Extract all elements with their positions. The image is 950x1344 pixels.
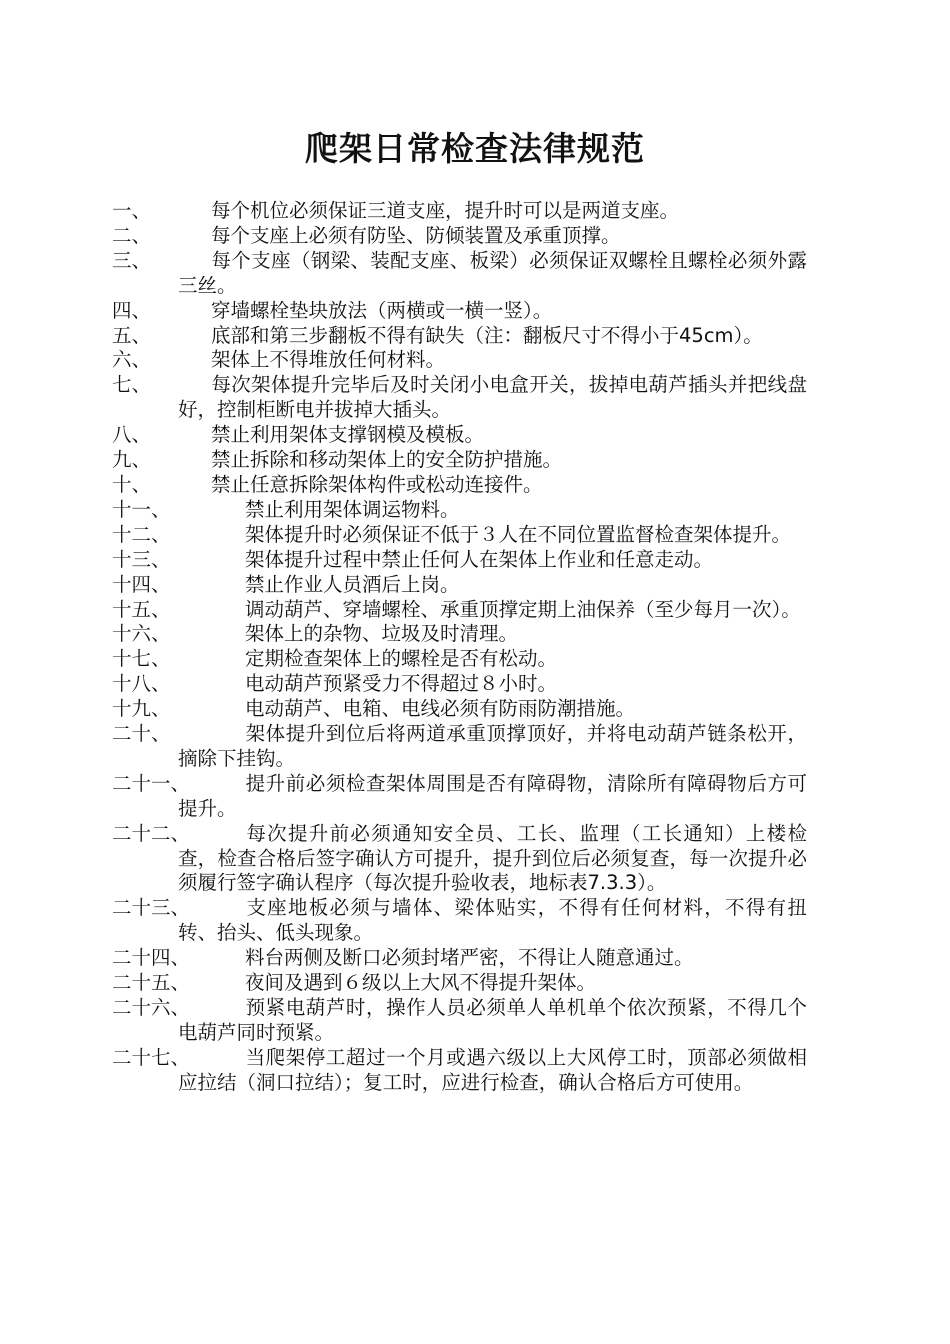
rule-text: 每次提升前必须通知安全员、工长、监理（工长通知）上楼检查，检查合格后签字确认方可提升，提升到位后必须复查，每一次提升必须履行签字确认程序（每次提升验收表，地标表7.3.3）。 bbox=[178, 821, 807, 895]
rule-text: 禁止利用架体支撑钢模及模板。 bbox=[211, 423, 485, 447]
rule-item bbox=[112, 199, 807, 224]
rule-number: 一、 bbox=[112, 199, 152, 222]
rule-number: 四、 bbox=[112, 298, 152, 322]
rule-text: 夜间及遇到６级以上大风不得提升架体。 bbox=[245, 971, 597, 995]
rule-text: 禁止任意拆除架体构件或松动连接件。 bbox=[211, 472, 543, 496]
rule-number: 十五、 bbox=[112, 597, 171, 621]
rule-text: 电动葫芦预紧受力不得超过８小时。 bbox=[245, 672, 558, 696]
rule-number: 五、 bbox=[112, 323, 152, 347]
rule-item bbox=[112, 597, 807, 623]
rule-item bbox=[112, 423, 807, 448]
rule-item bbox=[112, 298, 807, 324]
rule-item bbox=[112, 472, 807, 498]
rule-text: 定期检查架体上的螺栓是否有松动。 bbox=[245, 647, 558, 671]
rule-text: 架体上不得堆放任何材料。 bbox=[211, 348, 446, 372]
rule-number: 十八、 bbox=[112, 672, 171, 696]
rule-item bbox=[112, 373, 807, 423]
rule-text: 电动葫芦、电箱、电线必须有防雨防潮措施。 bbox=[245, 697, 636, 721]
rule-number: 二十七、 bbox=[112, 1045, 191, 1069]
rule-number: 八、 bbox=[112, 423, 152, 447]
rule-number: 十七、 bbox=[112, 647, 171, 671]
rule-text: 禁止拆除和移动架体上的安全防护措施。 bbox=[211, 448, 563, 472]
rule-number: 二十四、 bbox=[112, 946, 191, 970]
rule-number: 二十六、 bbox=[112, 996, 191, 1019]
rule-text: 料台两侧及断口必须封堵严密，不得让人随意通过。 bbox=[245, 946, 694, 970]
rule-number: 二十三、 bbox=[112, 896, 191, 920]
rule-item bbox=[112, 1045, 807, 1096]
rule-item bbox=[112, 647, 807, 672]
rule-number: 二十二、 bbox=[112, 821, 191, 845]
rule-text: 架体上的杂物、垃圾及时清理。 bbox=[245, 622, 519, 646]
rule-text: 每个支座上必须有防坠、防倾装置及承重顶撑。 bbox=[211, 223, 621, 247]
rule-text: 提升前必须检查架体周围是否有障碍物，清除所有障碍物后方可提升。 bbox=[178, 771, 807, 820]
rule-number: 十六、 bbox=[112, 622, 171, 646]
rule-item bbox=[112, 348, 807, 373]
rule-text: 预紧电葫芦时，操作人员必须单人单机单个依次预紧，不得几个电葫芦同时预紧。 bbox=[178, 996, 807, 1044]
rule-text: 架体提升到位后将两道承重顶撑顶好，并将电动葫芦链条松开，摘除下挂钩。 bbox=[178, 722, 807, 770]
rule-number: 十、 bbox=[112, 472, 152, 496]
rule-item bbox=[112, 771, 807, 822]
rule-text: 每个支座（钢梁、装配支座、板梁）必须保证双螺栓且螺栓必须外露三丝。 bbox=[178, 248, 807, 297]
rule-item bbox=[112, 448, 807, 473]
rule-text: 每次架体提升完毕后及时关闭小电盒开关，拔掉电葫芦插头并把线盘好，控制柜断电并拔掉大插头。 bbox=[178, 373, 807, 422]
rule-item bbox=[112, 722, 807, 772]
rule-number: 十三、 bbox=[112, 547, 171, 571]
rule-item bbox=[112, 522, 807, 548]
rule-number: 七、 bbox=[112, 373, 152, 397]
rule-item bbox=[112, 697, 807, 722]
rule-number: 二十一、 bbox=[112, 771, 191, 795]
rule-text: 当爬架停工超过一个月或遇六级以上大风停工时，顶部必须做相应拉结（洞口拉结）；复工时，应进行检查，确认合格后方可使用。 bbox=[178, 1045, 807, 1094]
rule-item bbox=[112, 672, 807, 697]
rule-item bbox=[112, 572, 807, 598]
rules-list bbox=[112, 199, 807, 1096]
rule-text: 底部和第三步翻板不得有缺失（注：翻板尺寸不得小于45cm）。 bbox=[211, 323, 763, 347]
rule-number: 九、 bbox=[112, 448, 152, 472]
rule-number: 十四、 bbox=[112, 572, 171, 596]
rule-text: 穿墙螺栓垫块放法（两横或一横一竖）。 bbox=[211, 298, 553, 322]
rule-number: 六、 bbox=[112, 348, 152, 372]
rule-item bbox=[112, 821, 807, 897]
rule-text: 每个机位必须保证三道支座，提升时可以是两道支座。 bbox=[211, 199, 680, 222]
rule-item bbox=[112, 223, 807, 249]
rule-item bbox=[112, 248, 807, 299]
rule-item bbox=[112, 971, 807, 996]
rule-item bbox=[112, 946, 807, 971]
rule-item bbox=[112, 622, 807, 647]
rule-number: 二十五、 bbox=[112, 971, 191, 995]
rule-item bbox=[112, 497, 807, 523]
rule-number: 十九、 bbox=[112, 697, 171, 721]
rule-text: 架体提升时必须保证不低于３人在不同位置监督检查架体提升。 bbox=[245, 522, 792, 546]
document-title: 爬架日常检查法律规范 bbox=[305, 129, 645, 168]
rule-item bbox=[112, 323, 807, 349]
rule-text: 禁止作业人员酒后上岗。 bbox=[245, 572, 460, 596]
rule-number: 十二、 bbox=[112, 522, 171, 546]
rule-text: 禁止利用架体调运物料。 bbox=[245, 497, 460, 521]
rule-text: 调动葫芦、穿墙螺栓、承重顶撑定期上油保养（至少每月一次）。 bbox=[245, 597, 801, 621]
rule-text: 支座地板必须与墙体、梁体贴实，不得有任何材料，不得有扭转、抬头、低头现象。 bbox=[178, 896, 807, 945]
rule-item bbox=[112, 996, 807, 1046]
rule-number: 十一、 bbox=[112, 497, 171, 521]
rule-number: 二十、 bbox=[112, 722, 171, 746]
rule-item bbox=[112, 896, 807, 946]
rule-text: 架体提升过程中禁止任何人在架体上作业和任意走动。 bbox=[245, 547, 714, 571]
rule-item bbox=[112, 547, 807, 573]
rule-number: 三、 bbox=[112, 248, 152, 272]
rule-number: 二、 bbox=[112, 223, 152, 247]
